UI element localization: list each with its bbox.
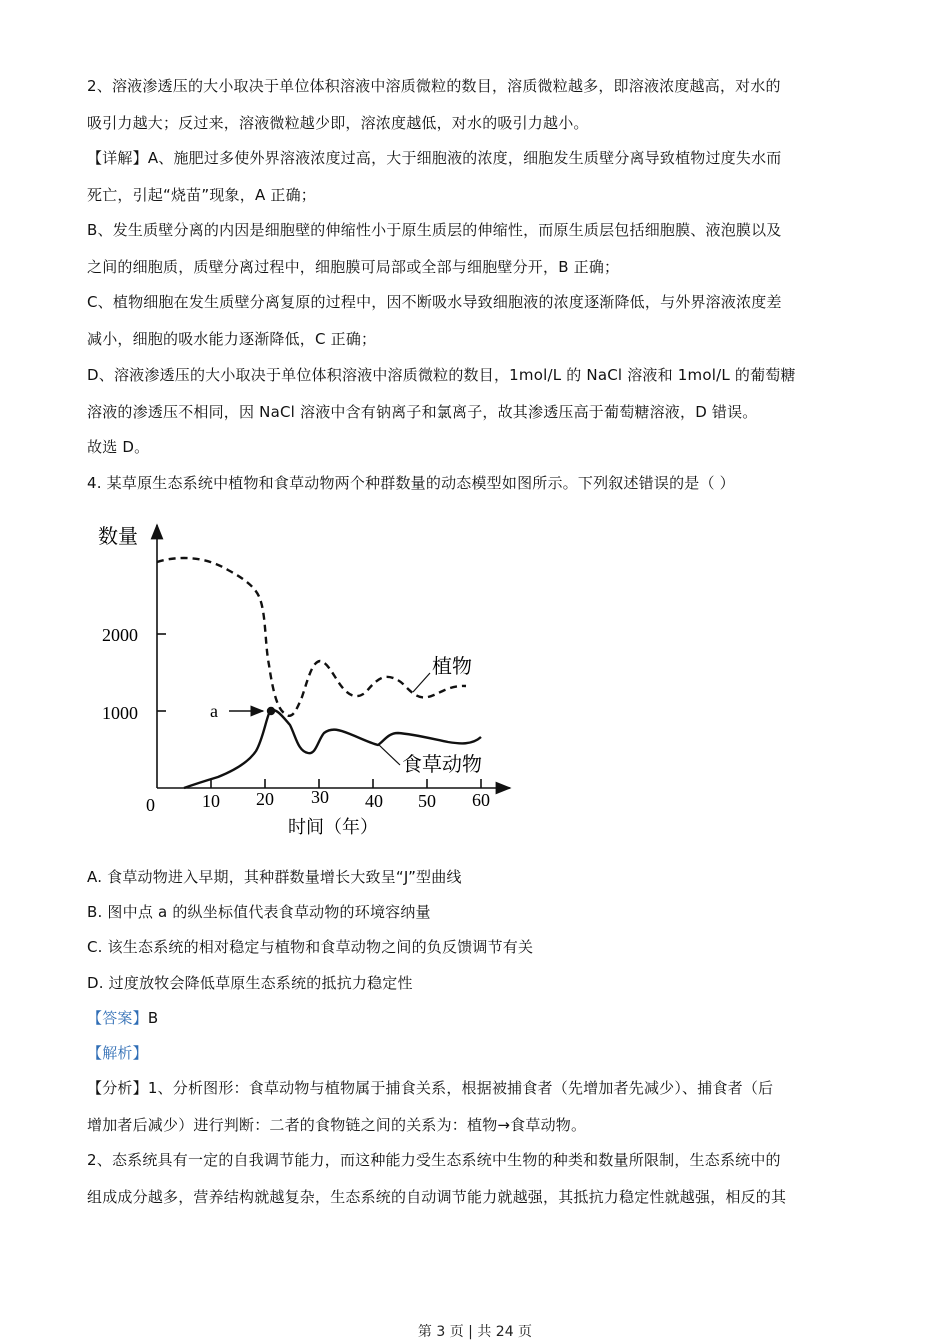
fenxi-line-2: 增加者后减少）进行判断：二者的食物链之间的关系为：植物→食草动物。 — [87, 1116, 587, 1134]
chart-svg — [88, 515, 518, 845]
x-tick-label-40: 40 — [365, 791, 383, 811]
herbivore-series-label: 食草动物 — [402, 752, 482, 776]
fenxi-line-1: 【分析】1、分析图形：食草动物与植物属于捕食关系，根据被捕食者（先增加者先减少）、捕食者（后 — [87, 1079, 774, 1097]
prev-detail-a-line-1: 【详解】A、施肥过多使外界溶液浓度过高，大于细胞液的浓度，细胞发生质壁分离导致植物过度失水而 — [87, 149, 782, 167]
question-4-stem: 4. 某草原生态系统中植物和食草动物两个种群数量的动态模型如图所示。下列叙述错误的是（ ） — [87, 474, 735, 492]
prev-detail-b-line-2: 之间的细胞质，质壁分离过程中，细胞膜可局部或全部与细胞壁分开，B 正确； — [87, 258, 620, 276]
point-a-marker — [267, 707, 275, 715]
herbivore-curve — [184, 710, 481, 788]
y-axis-label: 数量 — [98, 524, 138, 548]
x-tick-label-30: 30 — [311, 787, 329, 807]
prev-analysis-line-2: 吸引力越大；反过来，溶液微粒越少即，溶浓度越低，对水的吸引力越小。 — [87, 114, 589, 132]
population-dynamics-chart — [88, 515, 518, 845]
prev-analysis-line-1: 2、溶液渗透压的大小取决于单位体积溶液中溶质微粒的数目，溶质微粒越多，即溶液浓度越高，对水的 — [87, 77, 781, 95]
herbivore-leader-line — [379, 745, 400, 765]
plant-curve — [157, 558, 466, 716]
x-tick-label-50: 50 — [418, 791, 436, 811]
y-tick-label-2000: 2000 — [102, 625, 138, 645]
answer-value: B — [147, 1009, 159, 1027]
option-d: D. 过度放牧会降低草原生态系统的抵抗力稳定性 — [87, 974, 413, 992]
option-c: C. 该生态系统的相对稳定与植物和食草动物之间的负反馈调节有关 — [87, 938, 534, 956]
x-tick-label-10: 10 — [202, 791, 220, 811]
prev-conclusion: 故选 D。 — [87, 438, 150, 456]
x-tick-label-0: 0 — [146, 795, 155, 815]
prev-detail-d-line-2: 溶液的渗透压不相同，因 NaCl 溶液中含有钠离子和氯离子，故其渗透压高于葡萄糖溶液，D 错误。 — [87, 403, 758, 421]
answer-line — [87, 1008, 867, 1028]
prev-detail-c-line-1: C、植物细胞在发生质壁分离复原的过程中，因不断吸水导致细胞液的浓度逐渐降低，与外界溶液浓度差 — [87, 293, 782, 311]
fenxi-label: 【分析】 — [87, 1079, 148, 1097]
y-tick-label-1000: 1000 — [102, 703, 138, 723]
plant-series-label: 植物 — [432, 654, 472, 678]
option-a: A. 食草动物进入早期，其种群数量增长大致呈“J”型曲线 — [87, 868, 462, 886]
x-tick-label-60: 60 — [472, 790, 490, 810]
point-2-line-2: 组成成分越多，营养结构就越复杂，生态系统的自动调节能力就越强，其抵抗力稳定性就越强，相反的其 — [87, 1188, 787, 1206]
detail-label: 【详解】 — [87, 149, 148, 167]
option-b: B. 图中点 a 的纵坐标值代表食草动物的环境容纳量 — [87, 903, 431, 921]
page-footer: 第 3 页 | 共 24 页 — [417, 1324, 533, 1340]
analysis-label: 【解析】 — [87, 1044, 148, 1062]
x-axis-label: 时间（年） — [288, 817, 378, 838]
plant-leader-line — [413, 673, 430, 692]
answer-label: 【答案】 — [87, 1009, 148, 1027]
prev-detail-b-line-1: B、发生质壁分离的内因是细胞壁的伸缩性小于原生质层的伸缩性，而原生质层包括细胞膜、液泡膜以及 — [87, 221, 782, 239]
prev-detail-d-line-1: D、溶液渗透压的大小取决于单位体积溶液中溶质微粒的数目，1mol/L 的 NaCl 溶液和 1mol/L 的葡萄糖 — [87, 366, 796, 384]
prev-detail-c-line-2: 减小，细胞的吸水能力逐渐降低，C 正确； — [87, 330, 377, 348]
point-a-label: a — [210, 701, 218, 721]
point-2-line-1: 2、态系统具有一定的自我调节能力，而这种能力受生态系统中生物的种类和数量所限制，生态系统中的 — [87, 1151, 781, 1169]
x-tick-label-20: 20 — [256, 789, 274, 809]
prev-detail-a-line-2: 死亡，引起“烧苗”现象，A 正确； — [87, 186, 316, 204]
